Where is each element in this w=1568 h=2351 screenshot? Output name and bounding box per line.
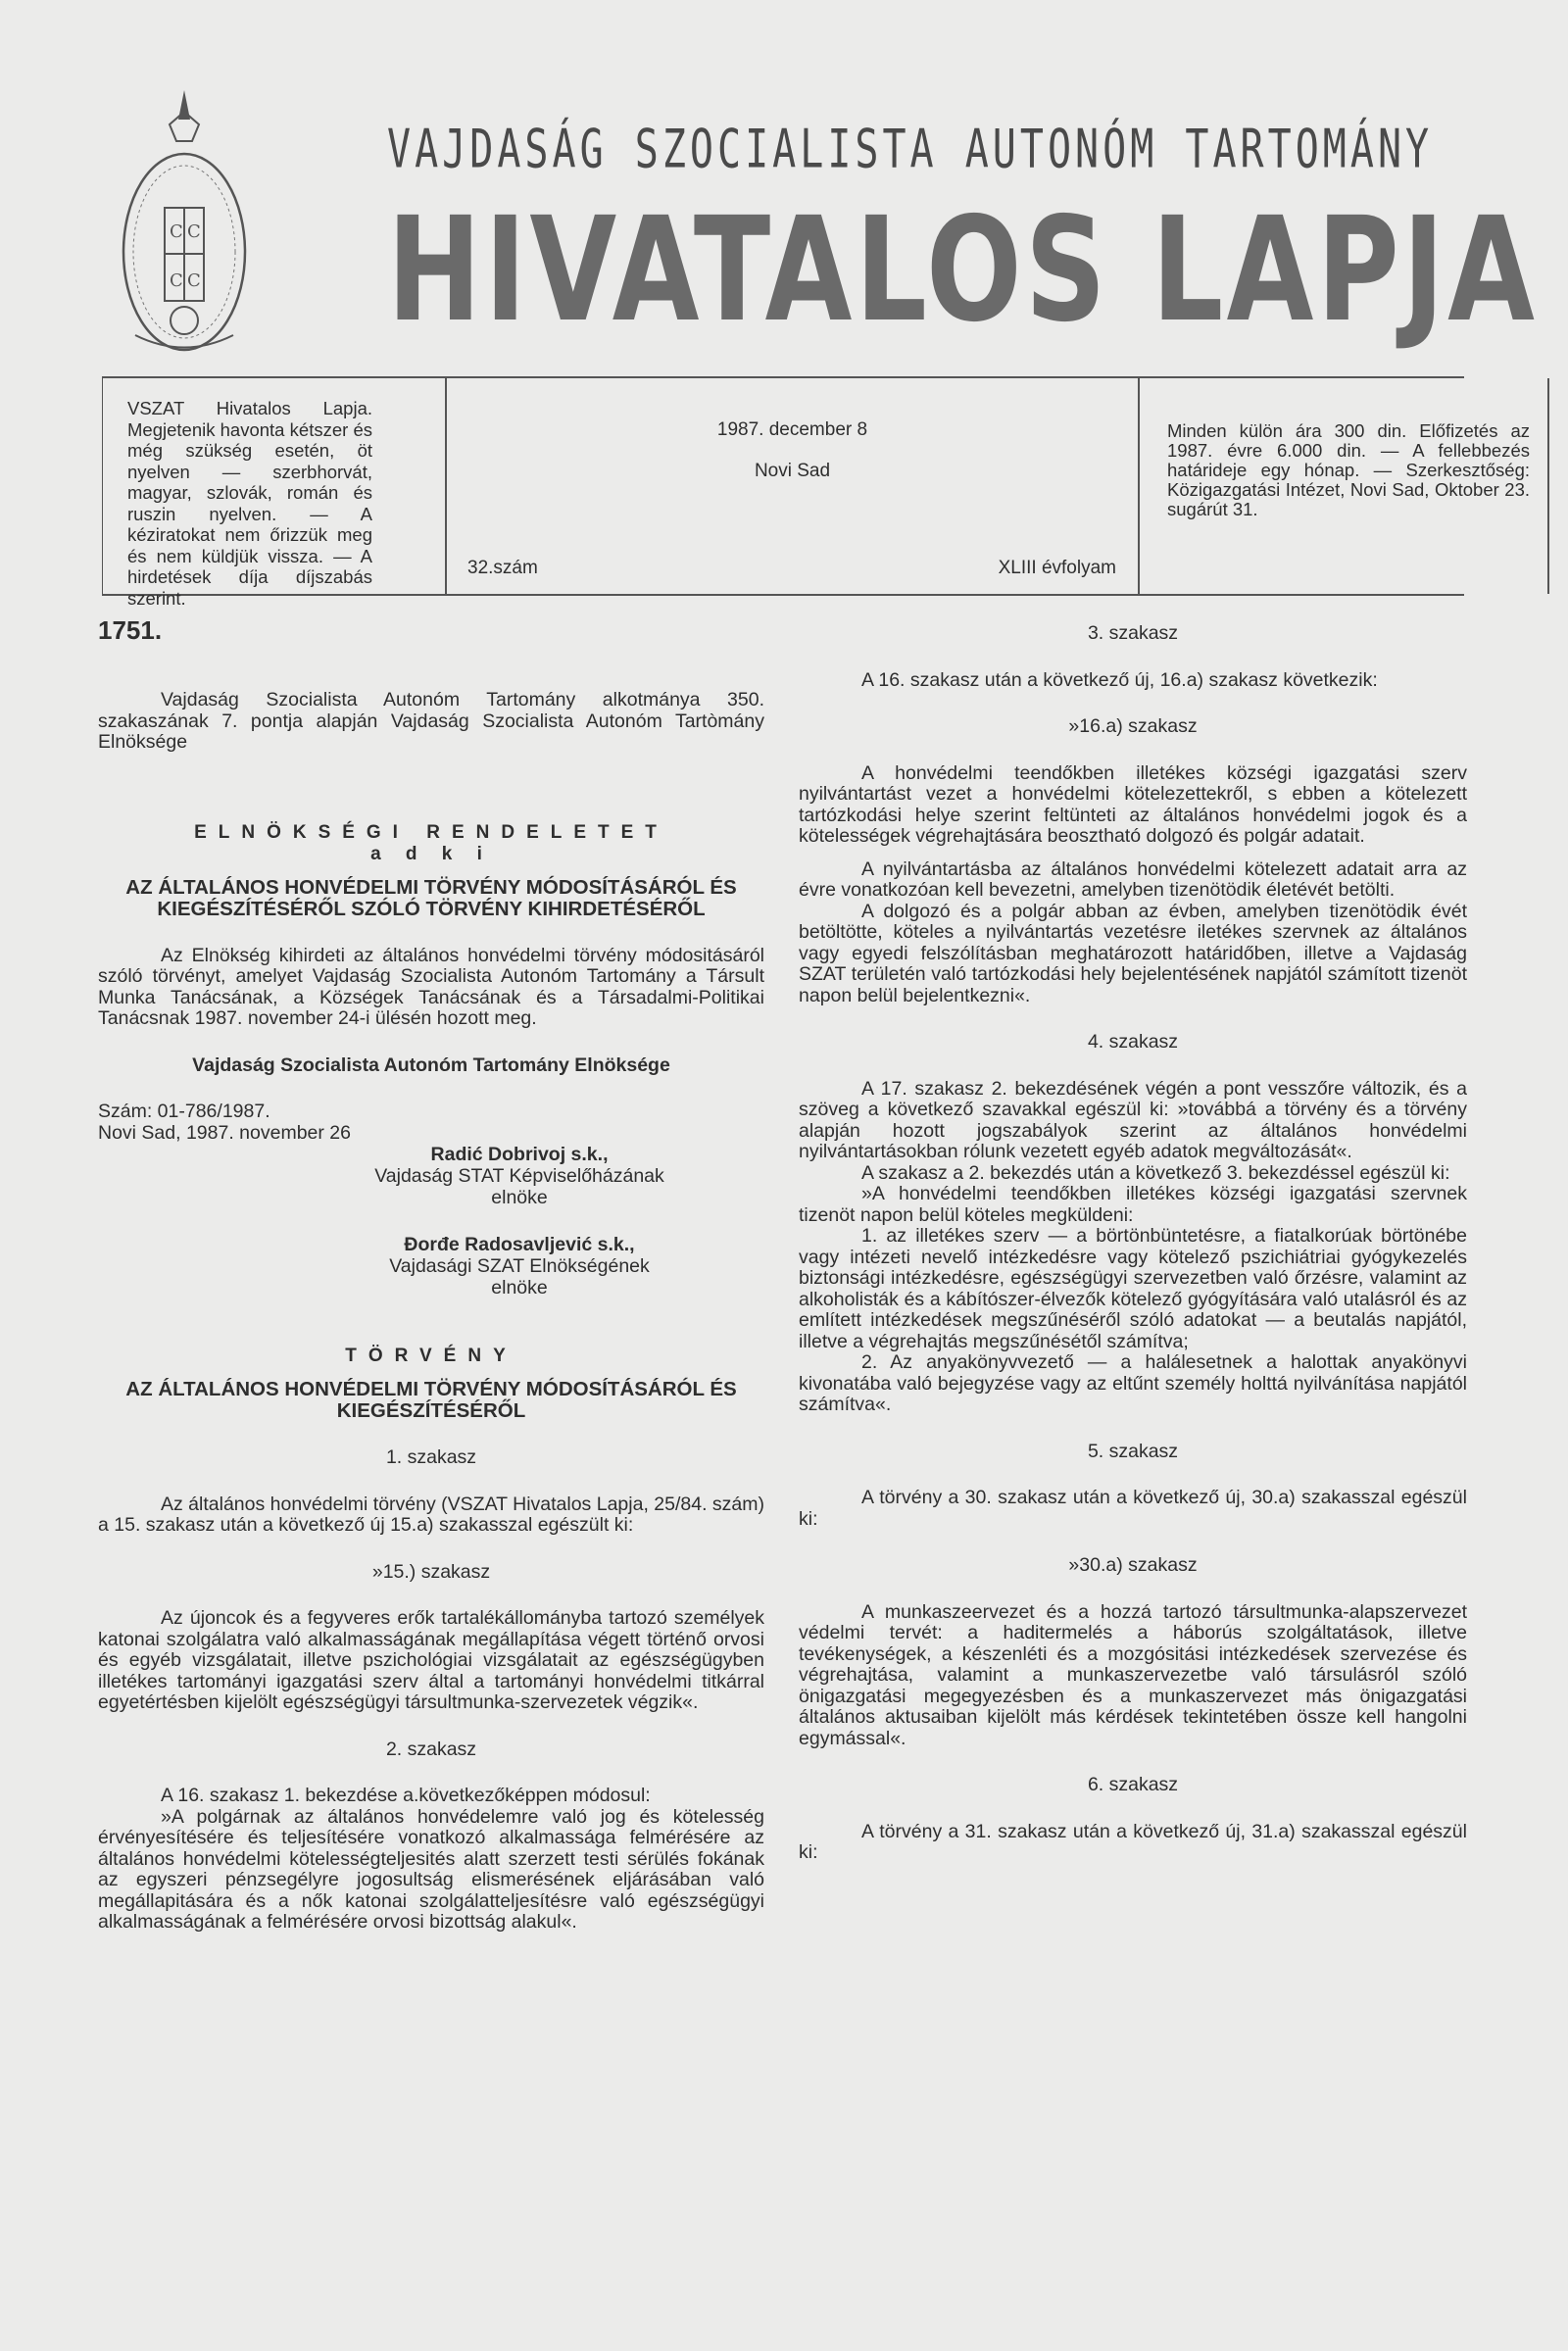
entry-number: 1751. <box>98 615 163 645</box>
signatory-title: Vajdasági SZAT Elnökségének <box>389 1255 650 1277</box>
masthead-title: HIVATALOS LAPJA <box>387 186 1539 355</box>
decree-heading: ELNÖKSÉGI RENDELETET <box>194 821 668 843</box>
signatory-role: elnöke <box>491 1277 548 1298</box>
intro-paragraph: Vajdaság Szocialista Autonóm Tartomány alkotmánya 350. szakaszának 7. pontja alapján Vajdaság Szocialista Autonóm Tartòmány Elnöksége <box>98 689 764 753</box>
section-16a-paragraph-1: A honvédelmi teendőkben illetékes községi igazgatási szerv nyilvántartást vezet a honvédelmi kötelezettekről, s ebben a kötelezett tartózkodási helye szerint feltünteti az általános honvédelmi jogok és a kötelességek végrehajtására beosztható dolgozó és polgár adatait. <box>799 761 1467 847</box>
issue-number: 32.szám <box>467 558 538 578</box>
section-2-text: A 16. szakasz 1. bekezdése a.következőképpen módosul: <box>161 1785 651 1806</box>
section-15a-text: Az újoncok és a fegyveres erők tartalékállományba tartozó személyek katonai szolgálatra való alkalmasságának megállapítása végett történő orvosi és egyéb vizsgálatait, illetve pszichológiai vizsgálatait az egészségügyben illetékes tartományi igazgatási szerv által a tartományi honvédelmi titkárral egyetértésben kijelölt egészségügyi társultmunka-szervezetek végzik«. <box>98 1607 764 1713</box>
section-4-paragraph-5: 2. Az anyakönyvvezető — a halálesetnek a halottak anyakönyvi kivonatába való bejegyzése vagy az eltűnt személy holttá nyilvánítása napjától számítva«. <box>799 1351 1467 1415</box>
section-2-heading: 2. szakasz <box>385 1738 477 1760</box>
section-2-quote: »A polgárnak az általános honvédelemre való jog és kötelesség érvényesítésére és teljesítésére vonatkozó alkalmassága felmérésére az általános honvédelmi kötelességteljesités alatt szerzett testi sérülés fokának az egyszeri pénzsegélyre jogosultság elismerésének eljárásában való megállapitására és a nők katonai szolgálatteljesítésre való egészségügyi alkalmasságának a felmérésére orvosi bizottság alakul«. <box>98 1805 764 1933</box>
price-notice: Minden külön ára 300 din. Előfizetés az 1987. évre 6.000 din. — A fellebbezés határideje egy hónap. — Szerkesztőség: Közigazgatási Intézet, Novi Sad, Oktober 23. sugárút 31. <box>1138 378 1549 594</box>
section-1-heading: 1. szakasz <box>385 1446 477 1468</box>
signatory-name: Radić Dobrivoj s.k., <box>430 1144 609 1165</box>
section-4-paragraph-4: 1. az illetékes szerv — a börtönbüntetésre, a fiatalkorúak börtönébe vagy intézeti nevelő intézkedésre vagy kötelező pszichiátriai gyógykezelés biztonsági intézkedésre, egészségügyi szervezetben való őrzésre, valamint az alkoholisták és a kábítószer-élvezők kötelező gyógyítására való utalásról és az említett intézkedések megszűnéséről szóló adatokat — a beutalás napjától, illetve a végrehajtás megszűnésétől számítva; <box>799 1225 1467 1352</box>
decree-title: AZ ÁLTALÁNOS HONVÉDELMI TÖRVÉNY MÓDOSÍTÁSÁRÓL ÉS KIEGÉSZÍTÉSÉRŐL SZÓLÓ TÖRVÉNY KIHIRDETÉSÉRŐL <box>125 875 737 920</box>
decree-subheading: a d k i <box>370 843 492 864</box>
svg-text:C: C <box>170 270 183 291</box>
section-3-heading: 3. szakasz <box>1087 622 1179 644</box>
issuer-line: Vajdaság Szocialista Autonóm Tartomány Elnöksége <box>192 1053 670 1076</box>
section-16a-paragraph-3: A dolgozó és a polgár abban az évben, amelyben tizenötödik évét betöltötte, köteles a nyilvántartás vezetésre iletékes szervnek az általános vagy egyedi felszólításban meghatározott határidőben, illetve a Vajdaság SZAT területén való tartózkodási hely bejelentésének napjától számított tizenöt napon belül bejelentkezni«. <box>799 900 1467 1006</box>
section-6-text: A törvény a 31. szakasz után a következő új, 31.a) szakasszal egészül ki: <box>799 1820 1467 1863</box>
law-heading: TÖRVÉNY <box>345 1346 517 1366</box>
section-4-heading: 4. szakasz <box>1087 1031 1179 1053</box>
info-box <box>102 376 1530 609</box>
law-title: AZ ÁLTALÁNOS HONVÉDELMI TÖRVÉNY MÓDOSÍTÁSÁRÓL ÉS KIEGÉSZÍTÉSÉRŐL <box>125 1378 737 1422</box>
signature-block-2 <box>353 1234 686 1298</box>
issue-date: 1987. december 8 <box>716 419 868 440</box>
section-16a-heading: »16.a) szakasz <box>1068 715 1198 737</box>
signature-block-1 <box>353 1144 686 1208</box>
section-5-heading: 5. szakasz <box>1087 1440 1179 1462</box>
publication-notice: VSZAT Hivatalos Lapja. Megjetenik havonta kétszer és még szükség esetén, öt nyelven — szerbhorvát, magyar, szlovák, román és ruszin nyelven. — A kéziratokat nem őrizzük meg és nem küldjük vissza. — A hirdetések díja díjszabás szerint. <box>102 378 372 594</box>
masthead-subtitle: VAJDASÁG SZOCIALISTA AUTONÓM TARTOMÁNY <box>387 120 1434 181</box>
section-6-heading: 6. szakasz <box>1087 1774 1179 1795</box>
right-column <box>799 615 1467 1864</box>
signing-date: Novi Sad, 1987. november 26 <box>98 1121 351 1144</box>
signatory-name: Đorđe Radosavljević s.k., <box>404 1234 635 1255</box>
section-30a-text: A munkaszeervezet és a hozzá tartozó társultmunka-alapszervezet védelmi tervét: a haditermelés a háborús szolgáltatások, illetve tevékenységek, a készenléti és a mozgósitási intézkedések szervezése és végrehajtása, valamint a munkaszervezetbe való társulásról szóló önigazgatási megegyezésben és a munkaszervezet más önigazgatási általános aktusaiban kijelölt más kérdések tekintetében össze kell hangolni egymással«. <box>799 1600 1467 1749</box>
signatory-title: Vajdaság STAT Képviselőházának <box>374 1165 664 1187</box>
section-4-paragraph-2: A szakasz a 2. bekezdés után a következő 3. bekezdéssel egészül ki: <box>861 1161 1450 1184</box>
section-4-paragraph-3: »A honvédelmi teendőkben illetékes községi igazgatási szervnek tizenöt napon belül köteles megküldeni: <box>799 1183 1467 1226</box>
left-column <box>98 615 764 1934</box>
section-30a-heading: »30.a) szakasz <box>1068 1554 1198 1576</box>
decree-body: Az Elnökség kihirdeti az általános honvédelmi törvény módositásáról szóló törvényt, amelyet Vajdaság Szocialista Autonóm Tartomány a Társult Munka Tanácsának, a Községek Tanácsának és a Társadalmi-Politikai Tanácsnak 1987. november 24-i ülésén hozott meg. <box>98 944 764 1029</box>
section-5-text: A törvény a 30. szakasz után a következő új, 30.a) szakasszal egészül ki: <box>799 1487 1467 1530</box>
section-16a-paragraph-2: A nyilvántartásba az általános honvédelmi kötelezett adatait arra az évre vonatkozóan kell bevezetni, amelyben tizenötödik életévét betölti. <box>799 857 1467 901</box>
issue-info <box>445 378 1140 594</box>
section-3-text: A 16. szakasz után a következő új, 16.a) szakasz következik: <box>861 668 1378 691</box>
issue-place: Novi Sad <box>754 461 831 481</box>
svg-text:C: C <box>170 221 183 242</box>
issue-volume: XLIII évfolyam <box>998 558 1116 578</box>
svg-text:C: C <box>187 221 201 242</box>
reference-number: Szám: 01-786/1987. <box>98 1101 270 1122</box>
svg-text:C: C <box>187 270 201 291</box>
coat-of-arms-emblem-icon <box>116 90 312 355</box>
section-1-text: Az általános honvédelmi törvény (VSZAT Hivatalos Lapja, 25/84. szám) a 15. szakasz után a következő új 15.a) szakasszal egészült ki: <box>98 1493 764 1536</box>
section-4-paragraph-1: A 17. szakasz 2. bekezdésének végén a pont vesszőre változik, és a szöveg a következő szavakkal egészül ki: »továbbá a törvény és a törvény alapján hozott jogszabályok szerint az általános honvédelmi nyilvántartásokban rólunk vezetett egyéb adatok megváltozását«. <box>799 1077 1467 1162</box>
section-15a-heading: »15.) szakasz <box>371 1560 491 1583</box>
signatory-role: elnöke <box>491 1187 548 1208</box>
